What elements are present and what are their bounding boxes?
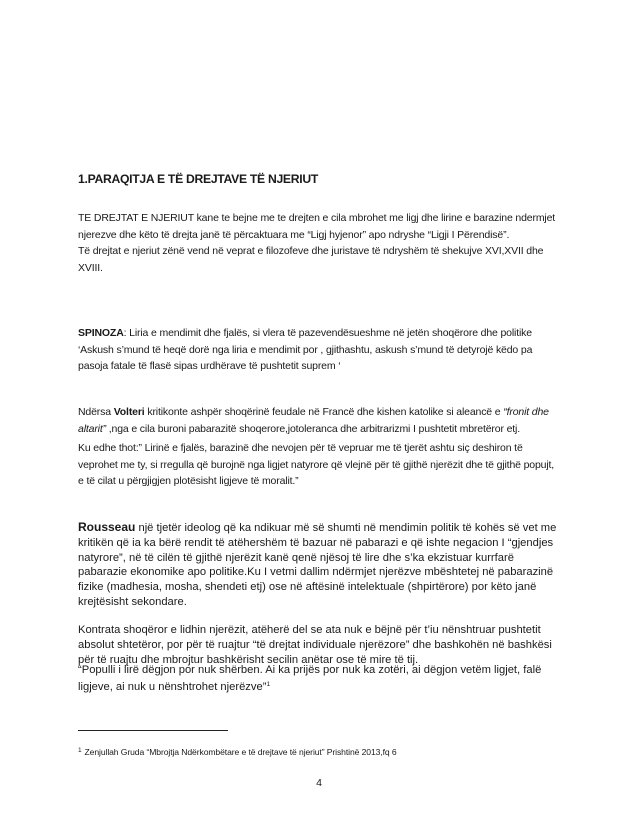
volteri-italic: “fronit dhe altarit” <box>78 406 549 435</box>
rousseau-name: Rousseau <box>78 520 136 534</box>
section-heading: 1.PARAQITJA E TË DREJTAVE TË NJERIUT <box>78 172 318 186</box>
paragraph-volteri-quote: Ku edhe thot:” Lirinë e fjalës, barazinë dhe nevojen për të vepruar me të tjerët ashtu siç deshiron të veprohet me ty, si rregulla që burojnë nga ligjet natyrore që vlejnë për të gjithë njerëzit dhe të gjithë popujt, e të cilat u përgjigjen plotësisht ligjeve të moralit.” <box>78 442 555 487</box>
footnote-text: Zenjullah Gruda “Mbrojtja Ndërkombëtare e të drejtave të njeriut” Prishtinë 2013,fq 6 <box>84 747 397 757</box>
quote-text: “Populli i lirë dëgjon por nuk shërben. Ai ka prijës por nuk ka zotëri, ai dëgjon vetëm ligjet, falë ligjeve, ai nuk u nënshtrohet njerëzve” <box>78 664 542 693</box>
spinoza-name: SPINOZA <box>78 327 124 339</box>
page-number: 4 <box>316 777 322 789</box>
paragraph-intro: TE DREJTAT E NJERIUT kane te bejne me te drejten e cila mbrohet me ligj dhe lirine e barazine ndermjet njerezve dhe këto të drejta janë të përcaktuara me “Ligj hyjenor” apo ndryshe “Ligji I Përendisë”. <box>78 212 556 241</box>
paragraph-rousseau <box>78 520 558 610</box>
footnote-separator <box>78 730 228 731</box>
footnote-reference: 1 <box>266 680 271 688</box>
paragraph-contract: Kontrata shoqëror e lidhin njerëzit, atëherë del se ata nuk e bëjnë për t’iu nënshtruar pushtetit absolut shtetëror, por për të ruajtur “të drejtat individuale njerëzore” dhe bashkohën në bashkësi për të ruajtu dhe mbrojtur bashkërisht secilin anëtar ose të mire të tij. <box>78 624 552 666</box>
footnote <box>78 747 397 757</box>
footnote-mark: 1 <box>78 747 82 754</box>
volteri-pre: Ndërsa <box>78 406 114 418</box>
paragraph-philosophers: Të drejtat e njeriut zënë vend në veprat e filozofeve dhe juristave të ndryshëm të shekujve XVI,XVII dhe XVIII. <box>78 245 544 274</box>
volteri-mid1: kritikonte ashpër shoqërinë feudale në Francë dhe kishen katolike si aleancë e <box>144 406 504 418</box>
volteri-mid2: ,nga e cila buroni pabarazitë shoqerore,jotoleranca dhe arbitrarizmi I pushtetit mbretëror etj. <box>105 422 520 435</box>
volteri-name: Volteri <box>113 406 145 418</box>
spinoza-text: : Liria e mendimit dhe fjalës, si vlera të pazevendësueshme në jetën shoqërore dhe politike ‘Askush s’mund të heqë dorë nga liria e mendimit por , gjithashtu, askush s’mund të detyrojë këdo pa pasoja fatale të flasë sipas urdhërave të pushtetit suprem ‘ <box>78 327 533 372</box>
paragraph-spinoza <box>78 325 558 375</box>
paragraph-volteri <box>78 404 558 437</box>
rousseau-text: një tjetër ideolog që ka ndikuar më së shumti në mendimin politik të kohës së vet me kritikën që ia ka bërë rendit të atëhershëm të bazuar në pabarazi e që ishte negacion I “gjendjes natyrore”, në të cilën të gjithë njerëzit kanë qenë njësoj të lire dhe s’ka ekzistuar kurrfarë pabarazie ekonomike apo politike.Ku I vetmi dallim ndërmjet njerëzve mbështetej në pabarazinë fizike (madhesia, mosha, shendeti etj) ose në aftësinë intelektuale (shpirtërore) por këto janë krejtësisht sekondare. <box>78 522 557 608</box>
paragraph-quote <box>78 663 558 695</box>
